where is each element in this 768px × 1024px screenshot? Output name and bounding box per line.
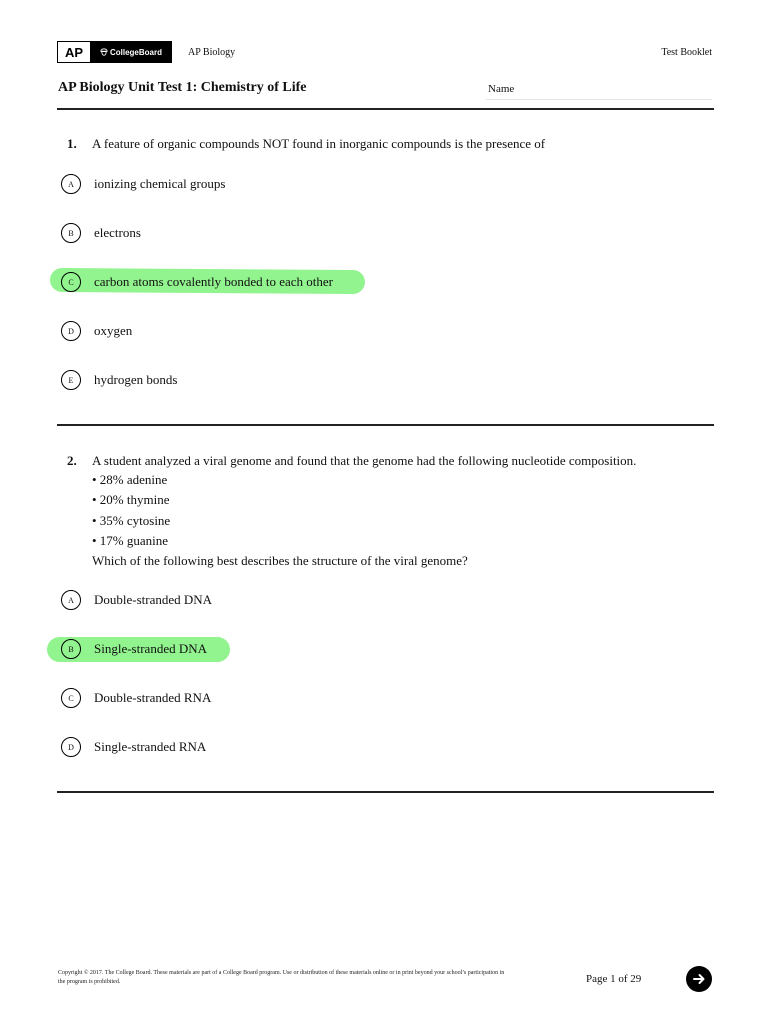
q2-option-a[interactable] xyxy=(61,589,212,611)
acorn-icon xyxy=(100,48,108,56)
option-text: Double-stranded RNA xyxy=(94,690,212,705)
option-letter-circle[interactable]: E xyxy=(61,370,81,390)
ap-collegeboard-logo xyxy=(57,41,172,63)
option-letter-circle[interactable]: D xyxy=(61,737,81,757)
q2-option-c[interactable] xyxy=(61,687,211,709)
option-letter-circle[interactable]: B xyxy=(61,639,81,659)
nucleotide-bullet: • 17% guanine xyxy=(92,533,169,548)
option-text: Single-stranded DNA xyxy=(94,641,208,656)
page-title: AP Biology Unit Test 1: Chemistry of Life xyxy=(58,80,307,95)
logo-collegeboard-text: CollegeBoard xyxy=(109,47,162,57)
next-page-button[interactable] xyxy=(686,966,712,992)
option-letter-circle[interactable]: C xyxy=(61,272,81,292)
question-2-number: 2. xyxy=(67,453,77,468)
option-text: electrons xyxy=(94,225,141,240)
option-text: hydrogen bonds xyxy=(94,372,178,387)
logo-collegeboard xyxy=(91,42,171,62)
nucleotide-bullet: • 20% thymine xyxy=(92,492,170,507)
option-text: oxygen xyxy=(94,323,133,338)
page-number: Page 1 of 29 xyxy=(586,973,642,985)
question-2-followup: Which of the following best describes the structure of the viral genome? xyxy=(92,553,468,568)
option-letter-circle[interactable]: D xyxy=(61,321,81,341)
q1-option-e[interactable] xyxy=(61,369,177,391)
logo-ap-text: AP xyxy=(58,42,91,62)
question-1-text: A feature of organic compounds NOT found in inorganic compounds is the presence of xyxy=(92,136,546,151)
header-booklet-label: Test Booklet xyxy=(661,47,712,58)
question-divider xyxy=(57,791,714,793)
option-letter-circle[interactable]: A xyxy=(61,590,81,610)
header-divider xyxy=(57,108,714,110)
option-text: carbon atoms covalently bonded to each other xyxy=(94,274,333,289)
question-2-text: A student analyzed a viral genome and found that the genome had the following nucleotide composition. xyxy=(92,453,637,468)
question-divider xyxy=(57,424,714,426)
option-text: Double-stranded DNA xyxy=(94,592,213,607)
option-text: Single-stranded RNA xyxy=(94,739,207,754)
question-1-number: 1. xyxy=(67,136,77,151)
option-text: ionizing chemical groups xyxy=(94,176,226,191)
arrow-right-icon xyxy=(691,971,707,987)
option-letter-circle[interactable]: A xyxy=(61,174,81,194)
name-field[interactable] xyxy=(486,99,712,100)
q1-option-a[interactable] xyxy=(61,173,225,195)
q2-option-d[interactable] xyxy=(61,736,206,758)
option-letter-circle[interactable]: B xyxy=(61,223,81,243)
q1-option-b[interactable] xyxy=(61,222,141,244)
nucleotide-bullet: • 35% cytosine xyxy=(92,513,171,528)
name-label: Name xyxy=(488,83,515,95)
q1-option-d[interactable] xyxy=(61,320,132,342)
q1-option-c[interactable] xyxy=(61,271,333,293)
header-course: AP Biology xyxy=(188,47,236,58)
nucleotide-bullet: • 28% adenine xyxy=(92,472,168,487)
copyright-notice: Copyright © 2017. The College Board. These materials are part of a College Board program. Use or distribution of these materials online or in print beyond your school’s participation in the program is prohibited. xyxy=(58,970,505,985)
option-letter-circle[interactable]: C xyxy=(61,688,81,708)
